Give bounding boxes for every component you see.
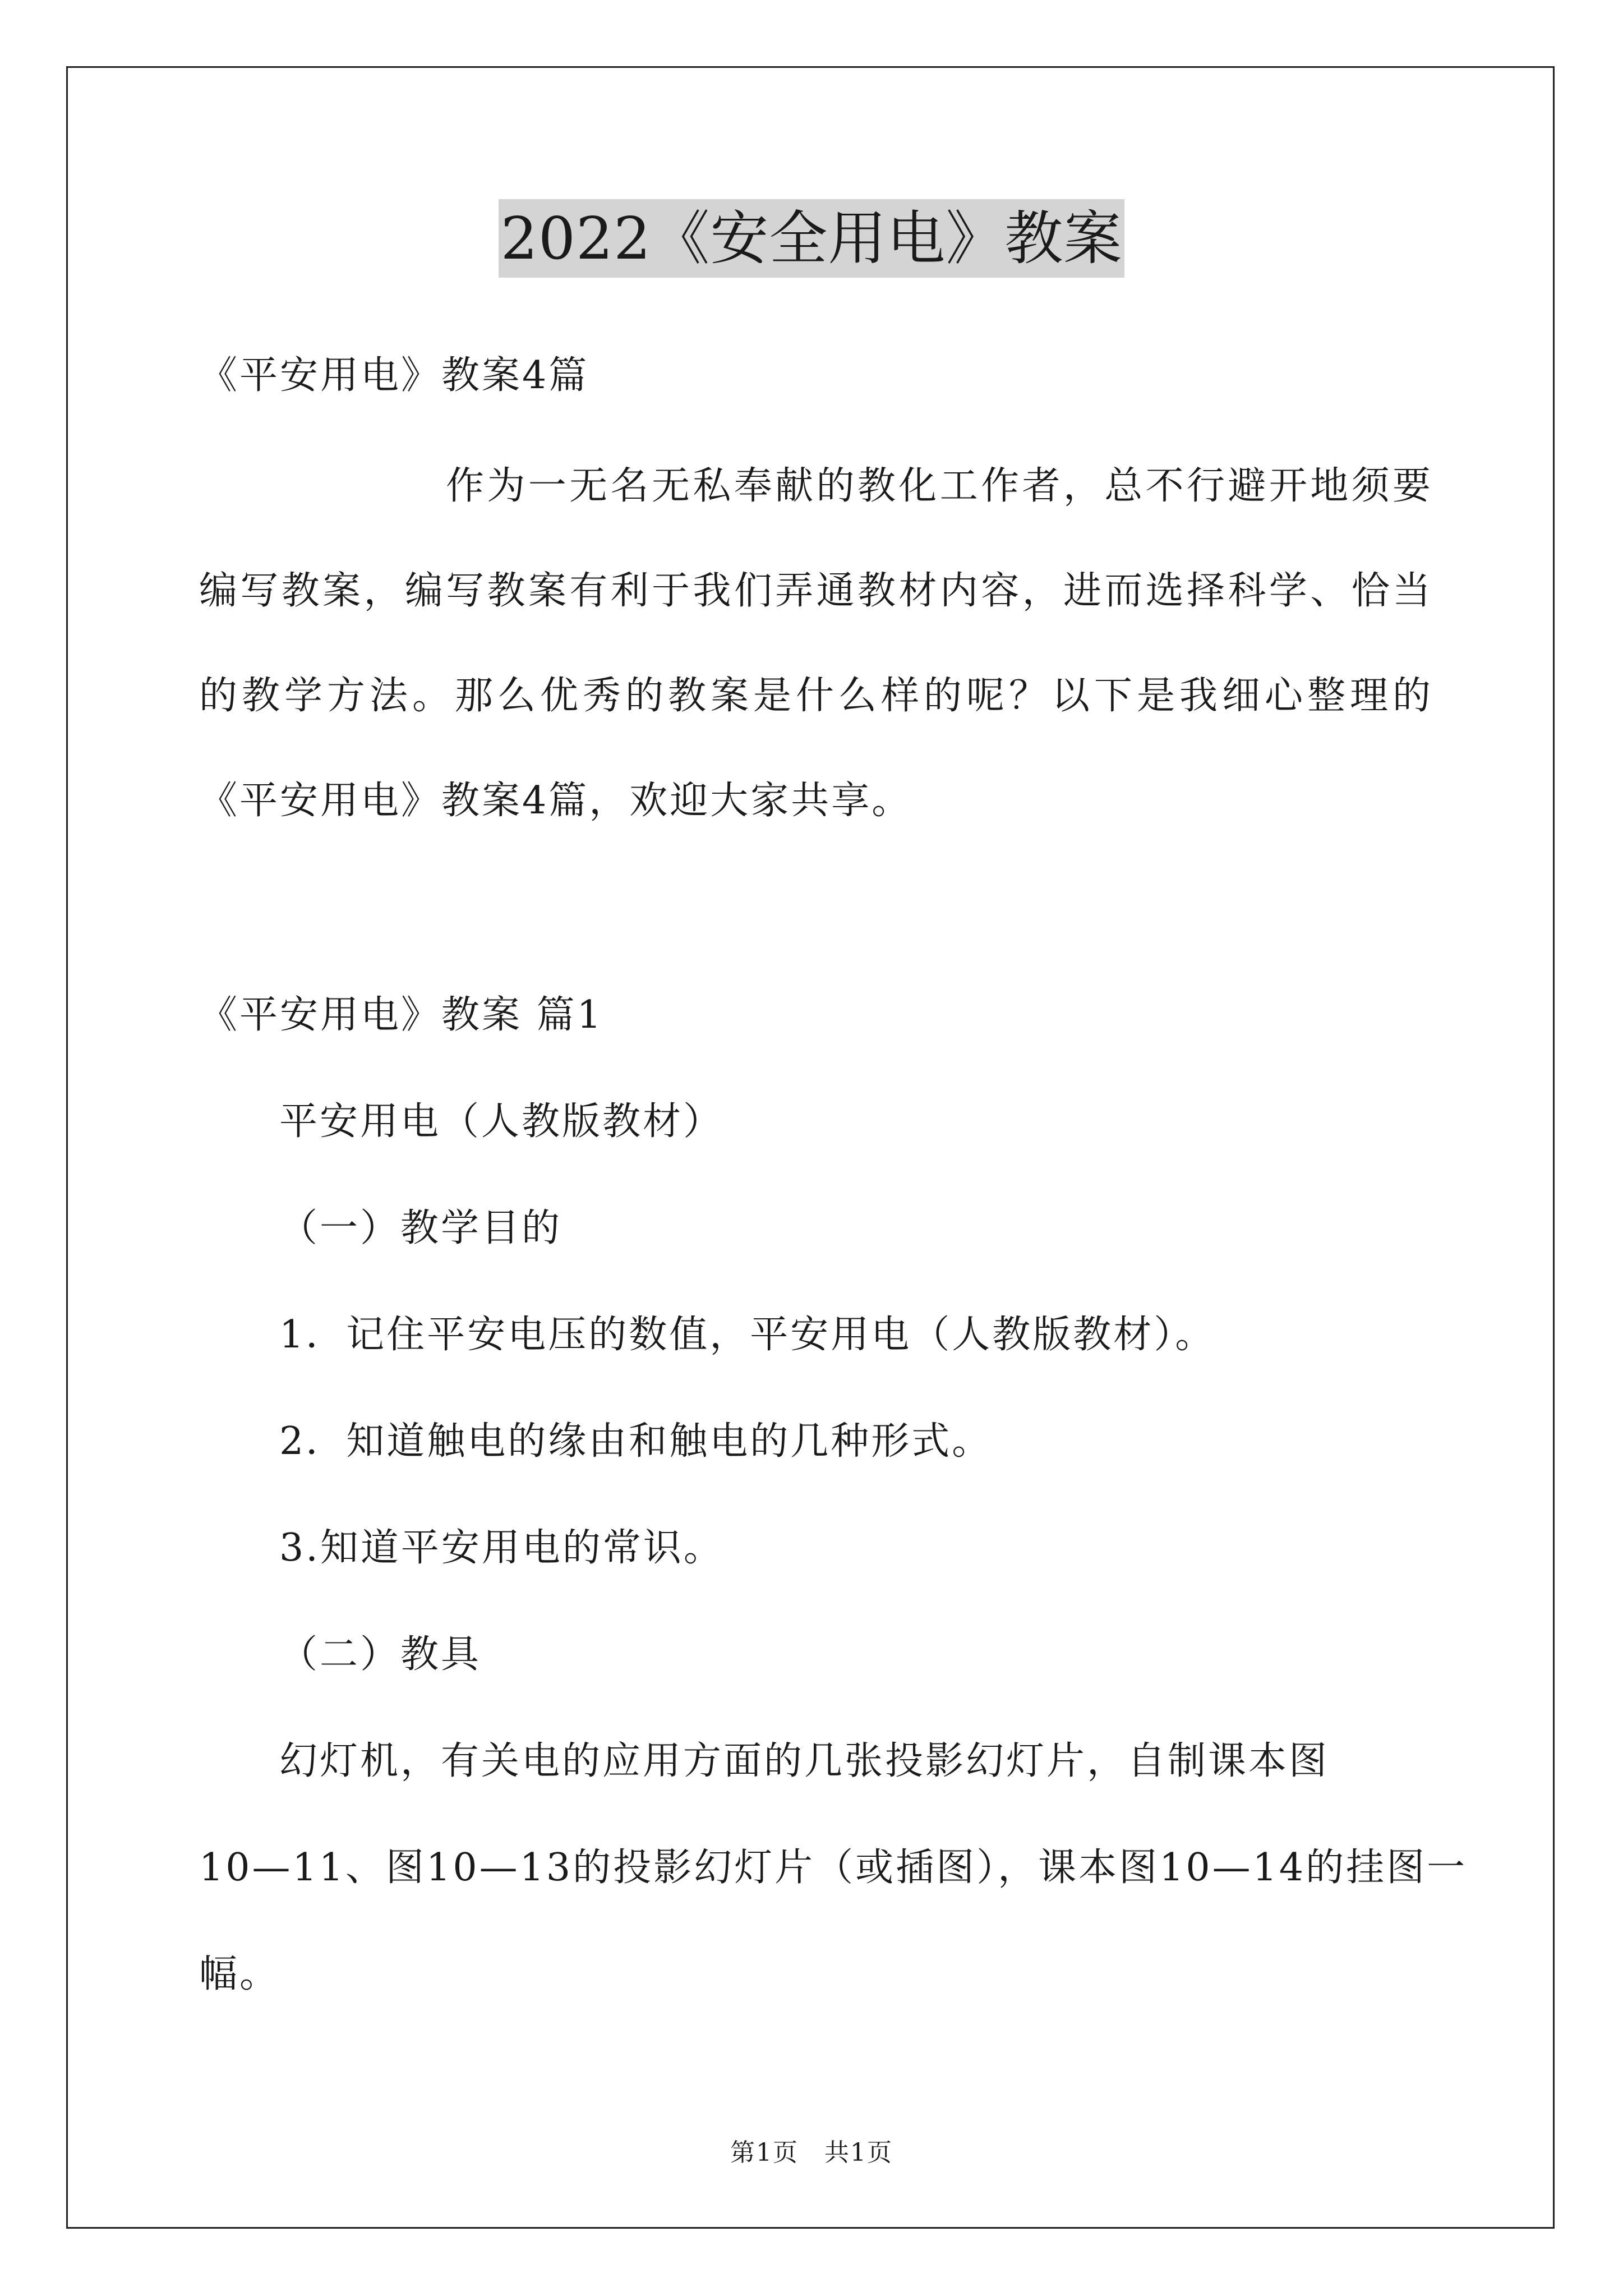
document-title: 2022《安全用电》教案 <box>499 199 1125 278</box>
tools-paragraph-line-2: 10—11、图10—13的投影幻灯片（或插图），课本图10—14的挂图一 <box>199 1846 1468 1890</box>
document-subtitle: 《平安用电》教案4篇 <box>199 353 589 398</box>
goals-heading: （一）教学目的 <box>279 1206 562 1250</box>
tools-heading: （二）教具 <box>279 1632 482 1677</box>
section-heading: 《平安用电》教案 篇1 <box>199 993 603 1037</box>
lesson-title: 平安用电（人教版教材） <box>279 1099 724 1144</box>
intro-paragraph: 作为一无名无私奉献的教化工作者，总不行避开地须要编写教案，编写教案有利于我们弄通教材内容，进而选择科学、恰当的教学方法。那么优秀的教案是什么样的呢？以下是我细心整理的《平安用电》教案4篇，欢迎大家共享。 <box>199 464 1433 823</box>
tools-paragraph-line-3: 幅。 <box>199 1952 280 1996</box>
page-footer: 第1页 共1页 <box>730 2138 893 2167</box>
title-container <box>0 199 1623 278</box>
goal-item-1: 1．记住平安电压的数值，平安用电（人教版教材）。 <box>279 1313 1216 1357</box>
goal-item-2: 2．知道触电的缘由和触电的几种形式。 <box>279 1419 993 1464</box>
tools-paragraph-line-1: 幻灯机，有关电的应用方面的几张投影幻灯片，自制课本图 <box>279 1739 1330 1783</box>
goal-item-3: 3.知道平安用电的常识。 <box>279 1526 724 1570</box>
